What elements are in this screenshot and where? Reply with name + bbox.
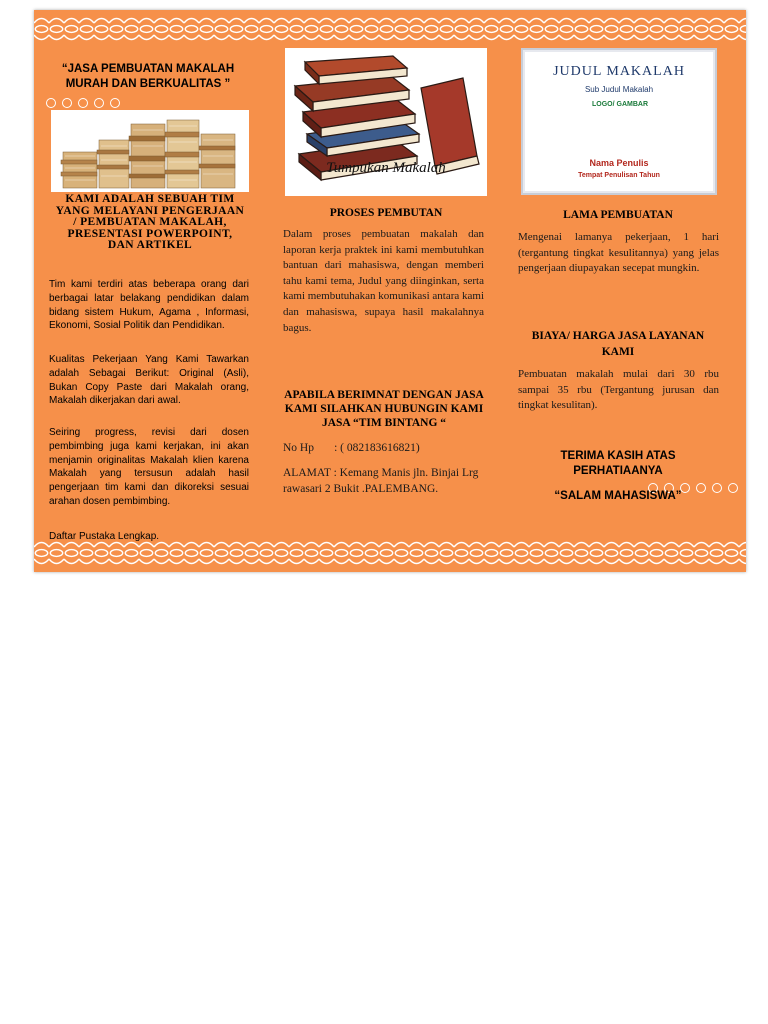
cover-title: JUDUL MAKALAH xyxy=(553,64,685,79)
left-heading: KAMI ADALAH SEBUAH TIM YANG MELAYANI PENGERJAAN / PEMBUATAN MAKALAH, PRESENTASI POWERPOINT, DAN ARTIKEL xyxy=(55,193,245,251)
cover-page-example xyxy=(521,48,717,195)
process-heading: PROSES PEMBUTAN xyxy=(329,207,443,219)
address-text: ALAMAT : Kemang Manis jln. Binjai Lrg rawasari 2 Bukit .PALEMBANG. xyxy=(283,467,479,495)
brochure-sheet xyxy=(34,10,746,572)
book-image-caption: Tumpukan Makalah xyxy=(326,160,446,176)
price-paragraph: Pembuatan makalah mulai dari 30 rbu sampai 35 rbu (Tergantung jurusan dan tingkat kesulitan). xyxy=(518,368,719,412)
bibliography-paragraph: Daftar Pustaka Lengkap. xyxy=(49,531,160,542)
closing-greeting: “SALAM MAHASISWA” xyxy=(554,490,682,502)
cover-subtitle: Sub Judul Makalah xyxy=(584,85,654,94)
top-scallop-border xyxy=(34,16,746,42)
duration-heading: LAMA PEMBUATAN xyxy=(563,209,673,221)
duration-paragraph: Mengenai lamanya pekerjaan, 1 hari (tergantung tingkat kesulitannya) yang jelas pengerjaan diupayakan secepat mungkin. xyxy=(518,231,719,275)
decorative-circles-left xyxy=(46,98,120,108)
contact-heading: APABILA BERIMNAT DENGAN JASA KAMI SILAHKAN HUBUNGIN KAMI JASA “TIM BINTANG “ xyxy=(284,389,484,429)
cover-logo-placeholder: LOGO/ GAMBAR xyxy=(592,101,648,108)
bottom-scallop-border xyxy=(34,540,746,566)
phone-number: No Hp : ( 082183616821) xyxy=(283,442,420,454)
revision-paragraph: Seiring progress, revisi dari dosen pembimbing juga kami kerjakan, ini akan menjamin originalitas Makalah klien karena Makalah yang tersusun adalah hasil pengerjaan tim kami dan dikoreksi sesuai arahan dosen pembimbing. xyxy=(49,427,249,507)
quality-paragraph: Kualitas Pekerjaan Yang Kami Tawarkan adalah Sebagai Berikut: Original (Asli), Bukan Copy Paste dari Makalah orang, Makalah dikerjakan dari awal. xyxy=(49,354,249,407)
book-stack-image xyxy=(285,48,487,196)
thanks-text: TERIMA KASIH ATAS PERHATIAANYA xyxy=(560,450,676,477)
brochure-title: “JASA PEMBUATAN MAKALAH MURAH DAN BERKUALITAS ” xyxy=(61,63,235,90)
cover-author: Nama Penulis xyxy=(589,158,649,168)
cover-place-year: Tempat Penulisan Tahun xyxy=(578,172,660,179)
team-paragraph: Tim kami terdiri atas beberapa orang dari berbagai latar belakang pendidikan dalam bidang sistem Hukum, Agama , Informasi, Ekonomi, Sosial Politik dan Pendidikan. xyxy=(49,279,249,332)
process-paragraph: Dalam proses pembuatan makalah dan laporan kerja praktek ini kami membutuhkan bantuan dari mahasiswa, dengan memberi tahu kami tema, Judul yang diinginkan, serta kami membutuhakan komunikasi antara kami dan mahasiswa, supaya hasil makalahnya bagus. xyxy=(283,228,485,334)
price-heading: BIAYA/ HARGA JASA LAYANAN KAMI xyxy=(531,330,705,358)
paper-stack-photo xyxy=(51,110,249,192)
